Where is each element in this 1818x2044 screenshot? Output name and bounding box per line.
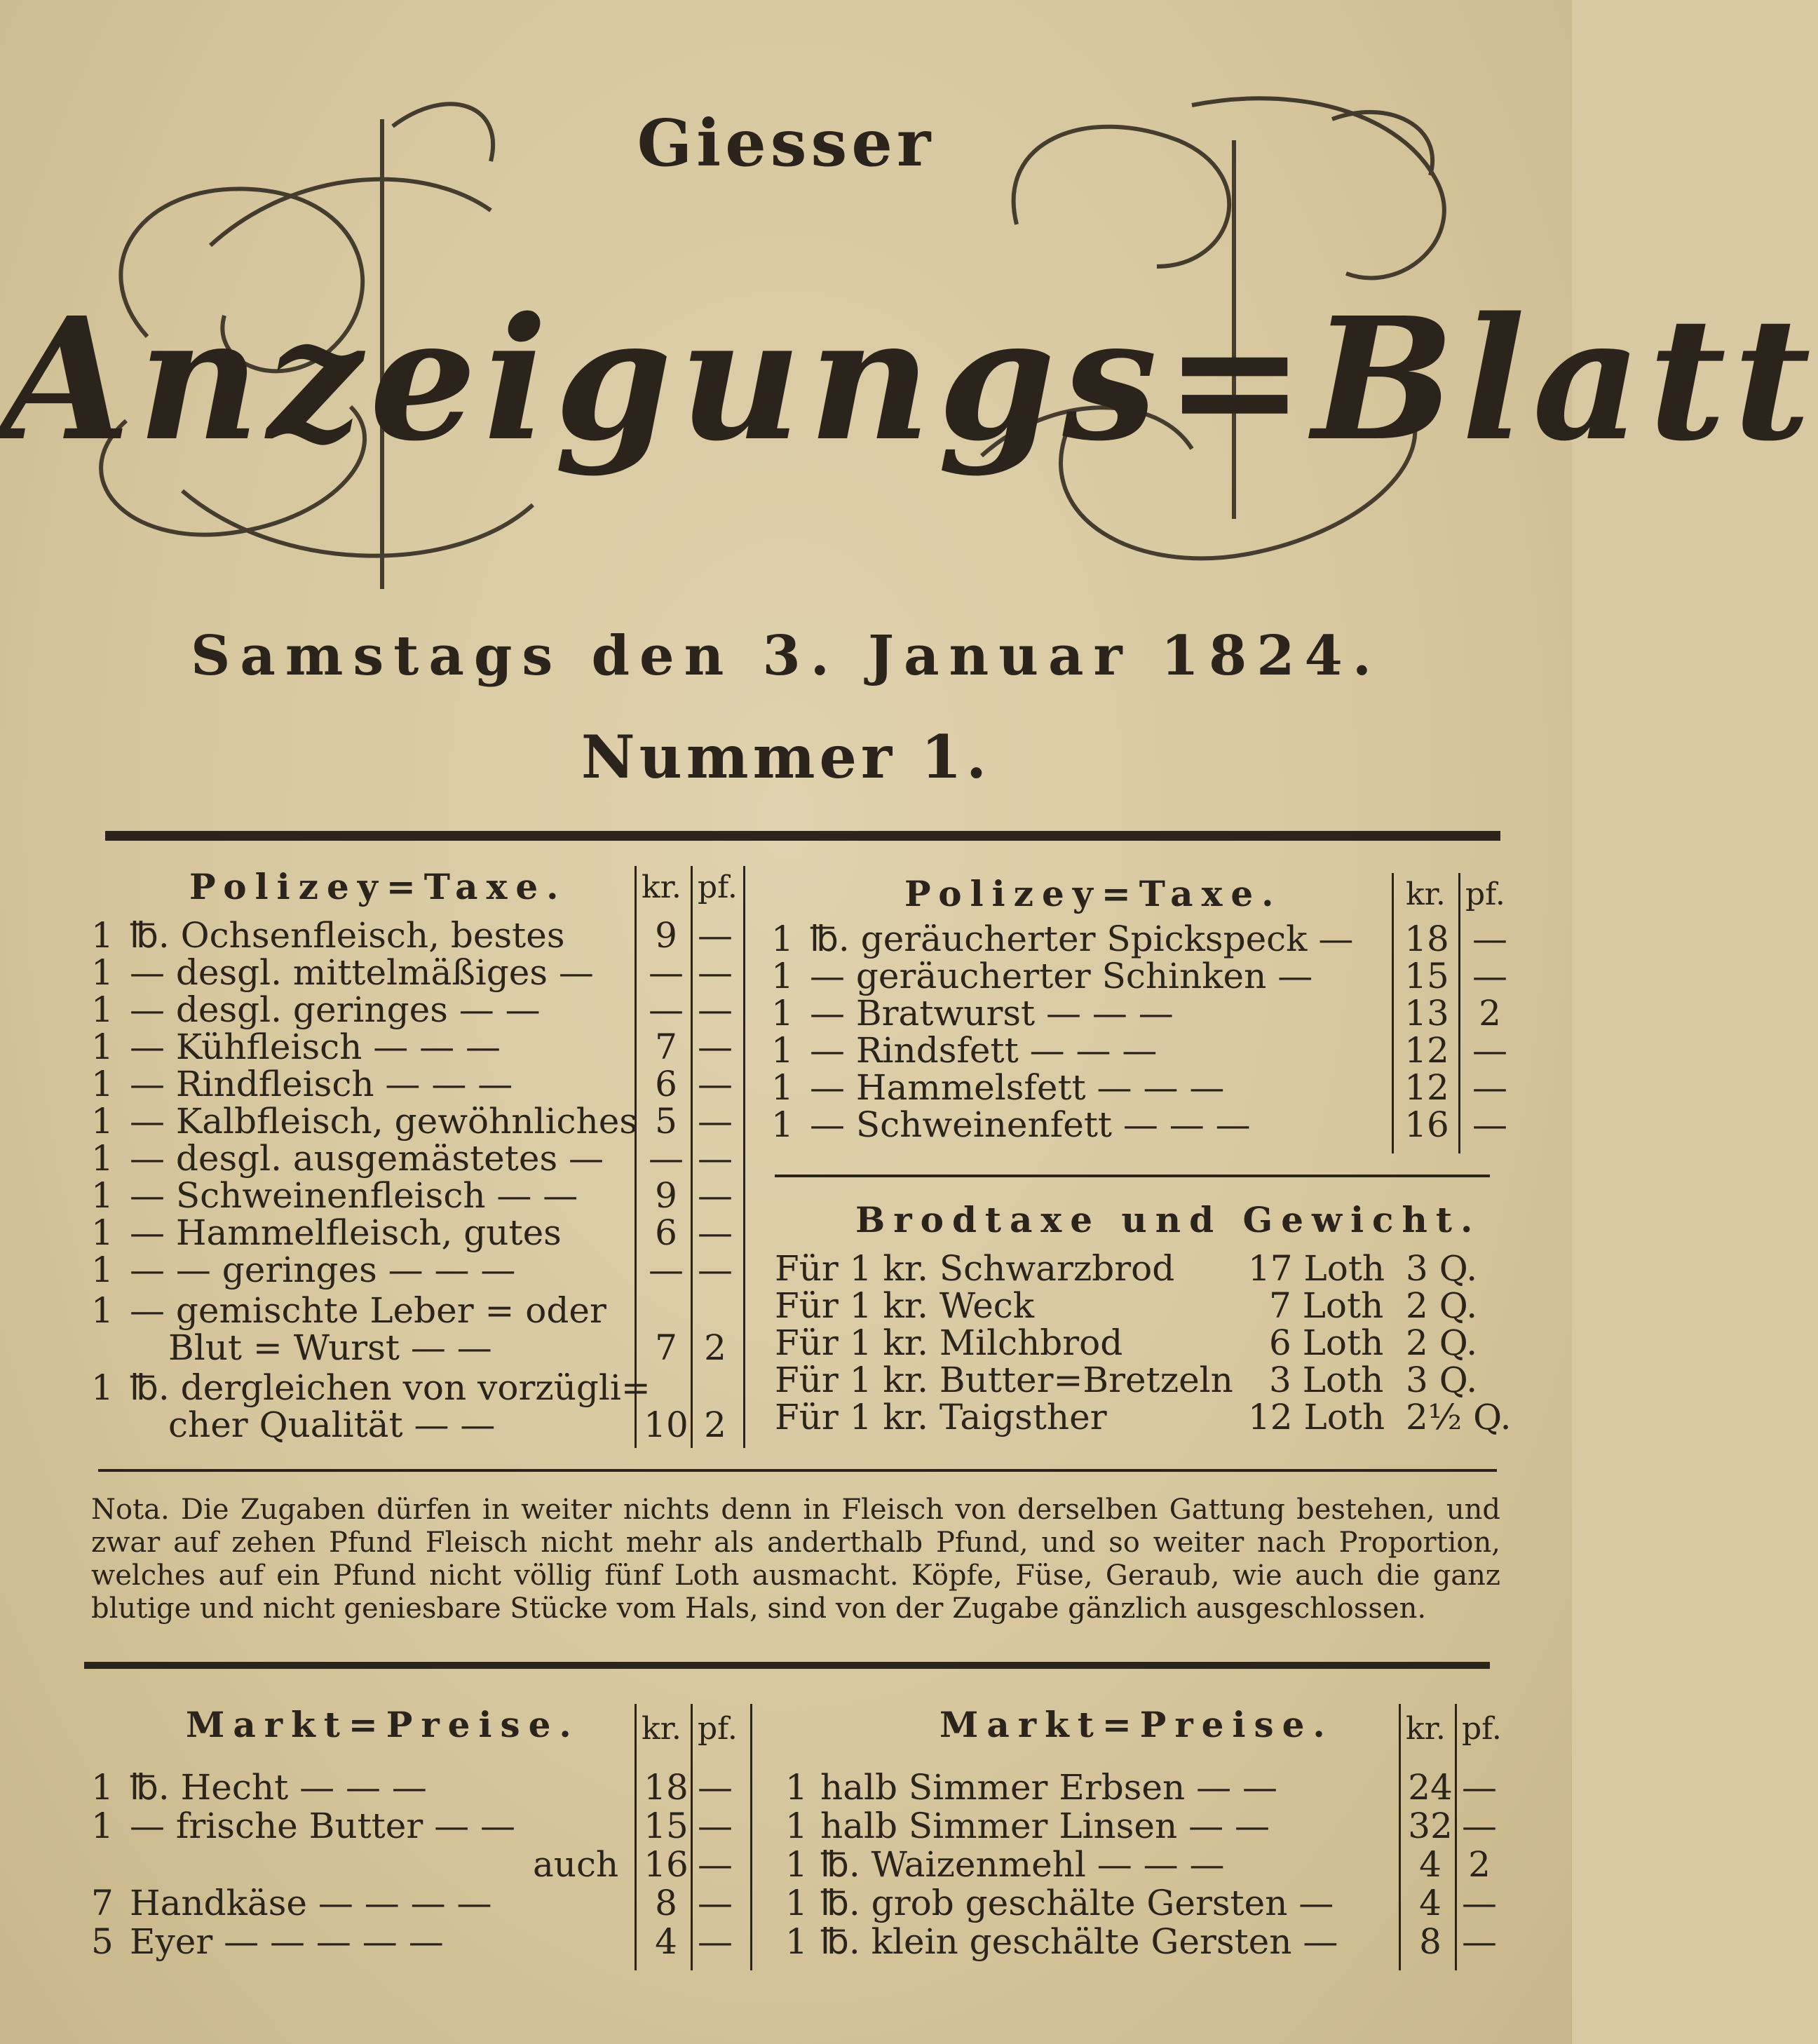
row-qty: 5 [91,1921,114,1962]
row-pf: — [698,1212,733,1253]
row-pf: — [698,1138,733,1179]
row-pf: — [698,1250,733,1290]
row-qty: 1 [91,1806,114,1846]
row-qty: 1 [771,1030,794,1071]
table-row: Für 1 kr. Milchbrod [775,1322,1123,1363]
row-qty: 1 [91,989,114,1030]
row-pf: — [1472,1030,1507,1071]
masthead-title: Anzeigungs=Blatt [0,280,1818,478]
row-pf: — [1472,1067,1507,1108]
table-row: auch [533,1844,619,1885]
polizey-left-pf-header: pf. [698,869,738,905]
middle-thick-rule [84,1662,1490,1669]
row-pf: — [1472,956,1507,996]
table-row: cher Qualität — — [168,1405,496,1445]
row-pf: — [698,1844,733,1885]
row-kr: 7 [655,1327,677,1368]
row-qty: 1 [91,1290,114,1331]
table-row: Für 1 kr. Schwarzbrod [775,1248,1175,1289]
row-kr: 9 [655,915,677,956]
row-kr: — [649,989,684,1030]
table-row: — Bratwurst — — — [810,993,1174,1034]
row-kr: — [649,1138,684,1179]
row-kr: 15 [644,1806,688,1846]
table-row: — desgl. geringes — — [130,989,541,1030]
markt-left-pf-header: pf. [698,1711,738,1747]
row-kr: 10 [644,1405,688,1445]
table-row: — Rindfleisch — — — [130,1064,513,1104]
table-row: Für 1 kr. Taigsther [775,1397,1107,1437]
table-row: ℔. dergleichen von vorzügli= [130,1367,651,1408]
row-qty: 1 [91,1367,114,1408]
row-qty: 1 [91,1138,114,1179]
polizey-right-kr-header: kr. [1406,877,1446,912]
row-qty: 1 [91,1250,114,1290]
row-pf: — [698,1806,733,1846]
row-qty: 1 [771,919,794,959]
row-qty: 1 [91,915,114,956]
row-kr: — [649,1250,684,1290]
table-row: ℔. Waizenmehl — — — [820,1844,1225,1885]
row-qty: 1 [91,952,114,993]
row-kr: 4 [1419,1883,1441,1923]
row-kr: 18 [1404,919,1449,959]
table-row: — gemischte Leber = oder [130,1290,606,1331]
row-pf: — [698,915,733,956]
masthead-small-title: Giesser [637,105,935,181]
table-row: — desgl. mittelmäßiges — [130,952,594,993]
table-row: — Rindsfett — — — [810,1030,1158,1071]
row-pf: — [698,952,733,993]
row-pf: 2 [704,1405,726,1445]
brodtaxe-title: Brodtaxe und Gewicht. [855,1199,1481,1240]
row-kr: 7 [655,1027,677,1067]
brod-weight: 17 Loth [1248,1248,1385,1289]
brod-weight: 12 Loth [1248,1397,1385,1437]
row-pf: — [698,1767,733,1808]
table-row: Für 1 kr. Butter=Bretzeln [775,1360,1233,1400]
row-kr: — [649,952,684,993]
table-row: — Kühfleisch — — — [130,1027,501,1067]
markt-right-kr-header: kr. [1406,1711,1446,1747]
table-row: ℔. klein geschälte Gersten — [820,1921,1338,1962]
row-pf: — [1472,919,1507,959]
row-qty: 1 [785,1767,808,1808]
table-row: halb Simmer Linsen — — [820,1806,1270,1846]
nota-text: Nota. Die Zugaben dürfen in weiter nichts denn in Fleisch von derselben Gattung bestehen, und zwar auf zehen Pfund Fleisch nicht mehr als anderthalb Pfund, und so weiter nach Proportion, welches auf ein Pfund nicht völlig fünf Loth ausmacht. Köpfe, Füse, Geraub, wie auch die ganz blutige und nicht geniesbare Stücke vom Hals, sind von der Zugabe gänzlich ausgeschlossen. [91,1494,1500,1625]
row-kr: 24 [1408,1767,1453,1808]
table-row: — geräucherter Schinken — [810,956,1313,996]
table-row: ℔. Hecht — — — [130,1767,427,1808]
nota-rule [98,1469,1497,1472]
table-row: — desgl. ausgemästetes — [130,1138,604,1179]
row-qty: 1 [785,1921,808,1962]
row-pf: — [698,1027,733,1067]
table-row: Für 1 kr. Weck [775,1285,1035,1326]
row-pf: — [1462,1883,1497,1923]
row-kr: 16 [644,1844,688,1885]
row-qty: 1 [771,1067,794,1108]
row-qty: 1 [91,1767,114,1808]
polizey-right-pf-header: pf. [1465,877,1505,912]
row-pf: — [1462,1921,1497,1962]
brod-weight: 7 Loth [1269,1285,1384,1326]
row-pf: — [698,1175,733,1216]
markt-left-title: Markt=Preise. [186,1704,580,1745]
table-row: Handkäse — — — — [130,1883,492,1923]
row-qty: 1 [91,1212,114,1253]
row-pf: 2 [704,1327,726,1368]
row-kr: 15 [1404,956,1449,996]
table-row: — Hammelsfett — — — [810,1067,1225,1108]
row-pf: — [698,1921,733,1962]
row-kr: 12 [1404,1067,1449,1108]
brod-quint: 3 Q. [1406,1360,1478,1400]
row-pf: — [698,1064,733,1104]
row-kr: 8 [1419,1921,1441,1962]
polizey-right-divider [1392,873,1394,1153]
row-kr: 8 [655,1883,677,1923]
row-pf: — [1472,1104,1507,1145]
column-divider [750,1704,752,1970]
row-qty: 1 [91,1027,114,1067]
issue-number: Nummer 1. [581,722,991,792]
polizey-left-kr-header: kr. [642,869,681,905]
row-kr: 4 [1419,1844,1441,1885]
table-row: — Schweinenfett — — — [810,1104,1251,1145]
table-row: — Kalbfleisch, gewöhnliches [130,1101,637,1142]
row-qty: 1 [771,1104,794,1145]
row-qty: 1 [91,1175,114,1216]
markt-right-title: Markt=Preise. [939,1704,1334,1745]
row-qty: 1 [91,1064,114,1104]
table-row: ℔. Ochsenfleisch, bestes [130,915,565,956]
row-pf: — [698,1101,733,1142]
row-qty: 1 [771,993,794,1034]
table-row: — Hammelfleisch, gutes [130,1212,562,1253]
table-row: — Schweinenfleisch — — [130,1175,578,1216]
date-line: Samstags den 3. Januar 1824. [190,624,1381,688]
brod-quint: 2 Q. [1406,1285,1478,1326]
row-kr: 18 [644,1767,688,1808]
table-row: Eyer — — — — — [130,1921,444,1962]
row-qty: 7 [91,1883,114,1923]
brod-quint: 2 Q. [1406,1322,1478,1363]
row-kr: 16 [1404,1104,1449,1145]
table-row: halb Simmer Erbsen — — [820,1767,1278,1808]
row-pf: — [698,989,733,1030]
row-pf: 2 [1479,993,1501,1034]
row-kr: 4 [655,1921,677,1962]
row-kr: 5 [655,1101,677,1142]
polizey-left-title: Polizey=Taxe. [189,866,567,907]
table-row: ℔. geräucherter Spickspeck — [810,919,1354,959]
brod-quint: 3 Q. [1406,1248,1478,1289]
row-kr: 6 [655,1064,677,1104]
row-kr: 32 [1408,1806,1453,1846]
row-kr: 12 [1404,1030,1449,1071]
row-qty: 1 [91,1101,114,1142]
row-kr: 6 [655,1212,677,1253]
top-thick-rule [105,831,1500,841]
table-row: — frische Butter — — [130,1806,516,1846]
table-row: ℔. grob geschälte Gersten — [820,1883,1334,1923]
row-pf: — [1462,1767,1497,1808]
row-qty: 1 [785,1806,808,1846]
row-qty: 1 [785,1844,808,1885]
row-kr: 13 [1404,993,1449,1034]
table-row: — — geringes — — — [130,1250,516,1290]
brod-weight: 3 Loth [1269,1360,1384,1400]
table-row: Blut = Wurst — — [168,1327,492,1368]
markt-left-kr-header: kr. [642,1711,681,1747]
row-kr: 9 [655,1175,677,1216]
row-pf: — [698,1883,733,1923]
brod-quint: 2½ Q. [1406,1397,1512,1437]
polizey-right-title: Polizey=Taxe. [904,873,1282,914]
markt-right-pf-header: pf. [1462,1711,1502,1747]
row-qty: 1 [771,956,794,996]
row-pf: 2 [1468,1844,1491,1885]
row-pf: — [1462,1806,1497,1846]
brod-weight: 6 Loth [1269,1322,1384,1363]
brodtaxe-rule [775,1175,1490,1177]
row-qty: 1 [785,1883,808,1923]
